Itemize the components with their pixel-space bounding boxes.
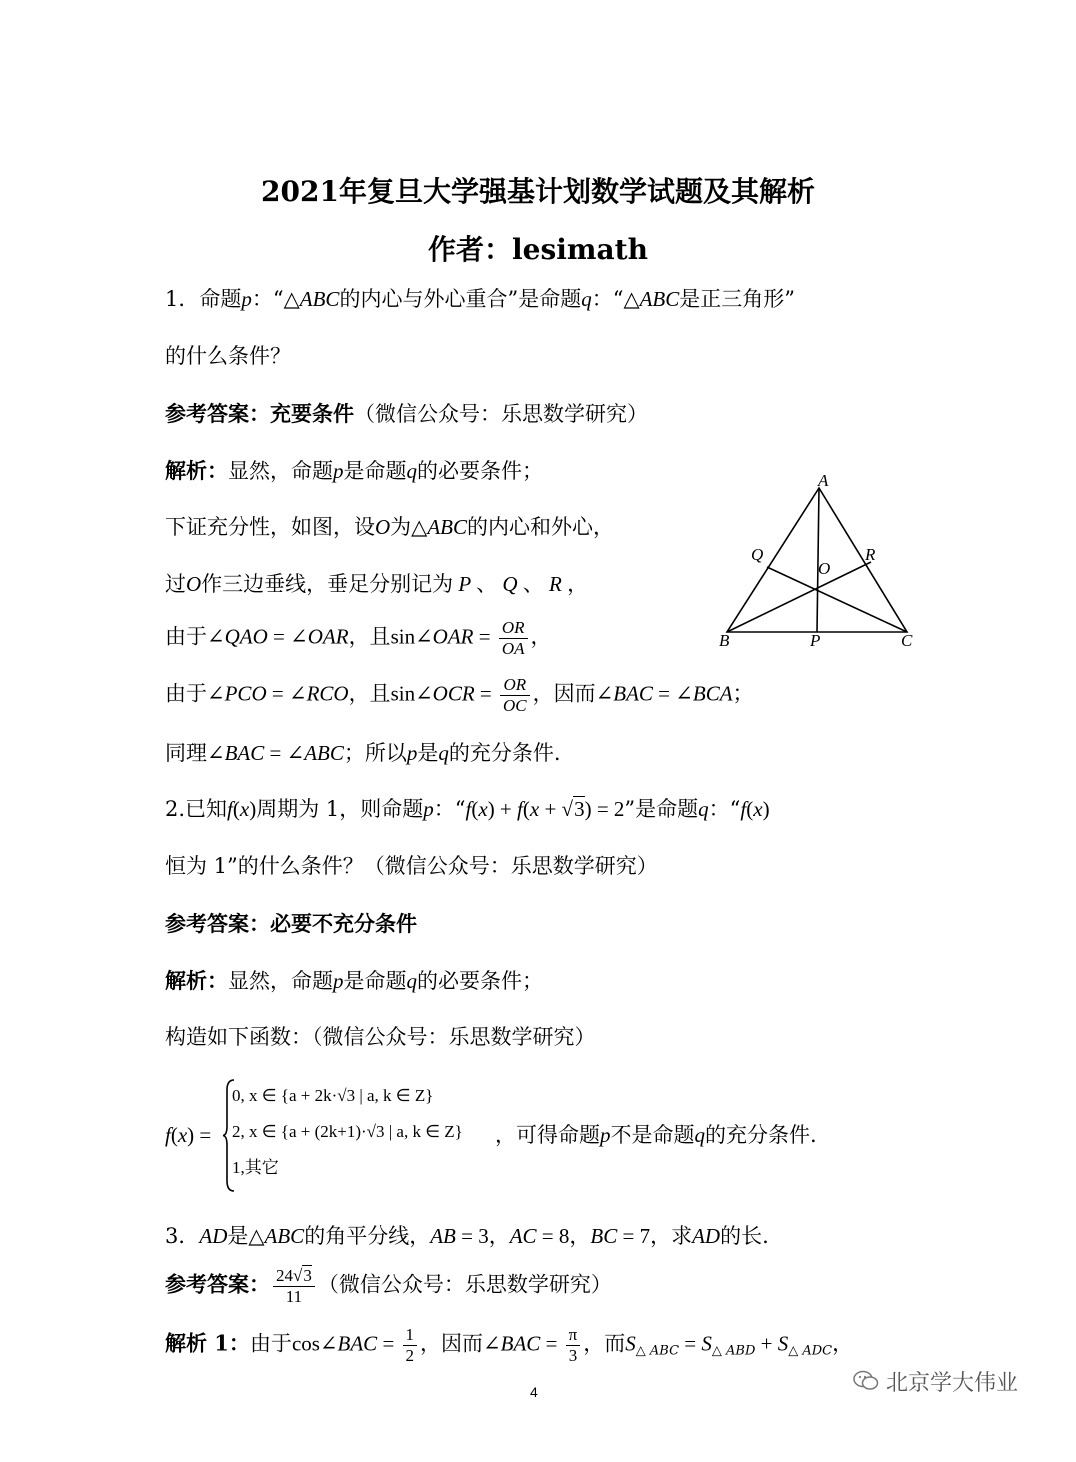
q2-sol1: 解析：显然，命题p是命题q的必要条件； bbox=[165, 968, 543, 993]
q1-sol4: 由于∠QAO = ∠OAR，且sin∠OAR = $\frac{OR}{OA}$ ， bbox=[165, 618, 552, 658]
label-P: P bbox=[810, 631, 821, 650]
label-C: C bbox=[901, 631, 913, 650]
page-title: 2021年复旦大学强基计划数学试题及其解析 bbox=[261, 175, 815, 208]
q1-line1: 1．命题p：“△ABC的内心与外心重合”是命题q：“△ABC是正三角形” bbox=[165, 287, 796, 311]
line-co bbox=[767, 567, 907, 632]
wechat-icon bbox=[852, 1369, 880, 1393]
q2-number: 2. bbox=[165, 797, 186, 821]
q1-sol6: 同理∠BAC = ∠ABC；所以p是q的充分条件. bbox=[165, 741, 561, 765]
q1-answer: 参考答案：充要条件（微信公众号：乐思数学研究） bbox=[165, 401, 648, 426]
piecewise-cases bbox=[232, 1078, 463, 1186]
q2-line2: 恒为 1”的什么条件？（微信公众号：乐思数学研究） bbox=[165, 854, 658, 878]
q3-line1: 3．AD是△ABC的角平分线，AB = 3，AC = 8，BC = 7，求AD的长. bbox=[165, 1224, 769, 1248]
author-line: 作者：lesimath bbox=[428, 233, 648, 266]
q2-conclusion: ，可得命题p不是命题q的充分条件. bbox=[495, 1123, 817, 1147]
q3-sol1: 解析 1：由于cos∠BAC = $\frac{1}{2}$ ，因而∠BAC = $\frac{\pi}{3}$ ，而$S_{\triangle ABC} = S_{\triangle ABD} + S_{\triangle ADC}$， bbox=[165, 1325, 854, 1365]
case-1: 0, x ∈ {a + 2k·√3 | a, k ∈ Z} bbox=[232, 1086, 434, 1105]
fraction: $\frac{\pi}{3}$ bbox=[566, 1325, 581, 1365]
answer-fraction: $\frac{24√3}{11}$ bbox=[273, 1266, 315, 1306]
q1-sol1: 解析：显然，命题p是命题q的必要条件； bbox=[165, 458, 543, 483]
case-2: 2, x ∈ {a + (2k+1)·√3 | a, k ∈ Z} bbox=[232, 1122, 463, 1141]
fraction: $\frac{OR}{OA}$ bbox=[499, 618, 528, 658]
case-3: 1,其它 bbox=[232, 1158, 279, 1177]
q2-answer: 参考答案：必要不充分条件 bbox=[165, 911, 417, 936]
q3-number: 3． bbox=[165, 1224, 200, 1248]
watermark-text: 北京学大伟业 bbox=[886, 1369, 1019, 1395]
label-Q: Q bbox=[751, 545, 764, 564]
label-A: A bbox=[818, 471, 829, 490]
label-O: O bbox=[818, 559, 831, 578]
q3-answer: 参考答案： $\frac{24√3}{11}$ （微信公众号：乐思数学研究） bbox=[165, 1266, 612, 1306]
q1-sol5: 由于∠PCO = ∠RCO，且sin∠OCR = $\frac{OR}{OC}$ ，因而∠BAC = ∠BCA； bbox=[165, 675, 754, 715]
q1-sol3: 过O作三边垂线，垂足分别记为 P 、 Q 、 R ， bbox=[165, 572, 589, 596]
q1-number: 1． bbox=[165, 287, 200, 311]
triangle-figure bbox=[715, 470, 935, 655]
q2-line1: 2.已知f(x)周期为 1，则命题p：“f(x) + f(x + √3) = 2”是命题q：“f(x) bbox=[165, 797, 770, 821]
fraction: $\frac{OR}{OC}$ bbox=[500, 675, 530, 715]
q1-line2: 的什么条件？ bbox=[165, 344, 291, 368]
q2-sol2: 构造如下函数：（微信公众号：乐思数学研究） bbox=[165, 1025, 596, 1049]
label-B: B bbox=[719, 631, 730, 650]
watermark bbox=[852, 1366, 1052, 1396]
q1-sol2: 下证充分性，如图，设O为△ABC的内心和外心， bbox=[165, 515, 614, 539]
label-R: R bbox=[865, 545, 876, 564]
fraction: $\frac{1}{2}$ bbox=[403, 1325, 418, 1365]
page-number: 4 bbox=[530, 1384, 538, 1400]
piecewise-lhs: f(x) = bbox=[165, 1123, 212, 1147]
